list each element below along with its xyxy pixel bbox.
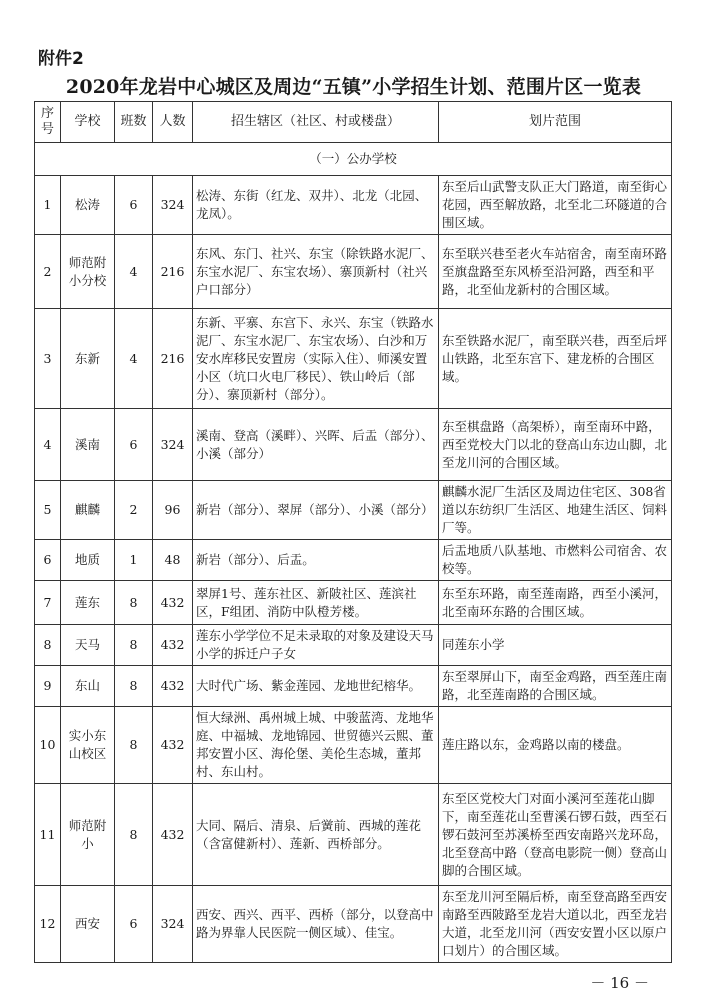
school-name: 溪南 <box>61 409 115 481</box>
class-count: 8 <box>115 666 153 707</box>
zoning-range: 麒麟水泥厂生活区及周边住宅区、308省道以东纺织厂生活区、地建生活区、饲料厂等。 <box>439 481 672 540</box>
table-row <box>35 540 672 581</box>
class-count: 6 <box>115 886 153 963</box>
zoning-range: 东至东环路，南至莲南路，西至小溪河，北至南环东路的合围区域。 <box>439 581 672 625</box>
student-count: 432 <box>153 666 193 707</box>
row-number: 2 <box>35 235 61 309</box>
zoning-range: 东至后山武警支队正大门路道，南至街心花园，西至解放路，北至北二环隧道的合围区域。 <box>439 176 672 235</box>
zoning-range: 东至区党校大门对面小溪河至莲花山脚下，南至莲花山至曹溪石锣石鼓，西至石锣石鼓河至苏溪桥至西安南路兴龙环岛，北至登高中路（登高电影院一侧）登高山脚的合围区域。 <box>439 784 672 886</box>
enrollment-table <box>34 101 672 963</box>
enrollment-area: 大同、隔后、清泉、后黉前、西城的莲花（含富健新村）、莲新、西桥部分。 <box>193 784 439 886</box>
zoning-range: 东至龙川河至隔后桥，南至登高路至西安南路至西陂路至龙岩大道以北，西至龙岩大道，北至龙川河（西安安置小区以原户口划片）的合围区域。 <box>439 886 672 963</box>
enrollment-area: 新岩（部分）、后盂。 <box>193 540 439 581</box>
row-number: 8 <box>35 625 61 666</box>
class-count: 8 <box>115 784 153 886</box>
enrollment-area: 西安、西兴、西平、西桥（部分，以登高中路为界靠人民医院一侧区域）、佳宝。 <box>193 886 439 963</box>
header-people: 人数 <box>153 102 193 143</box>
school-name: 师范附小分校 <box>61 235 115 309</box>
enrollment-area: 溪南、登高（溪畔）、兴晖、后盂（部分）、小溪（部分） <box>193 409 439 481</box>
row-number: 9 <box>35 666 61 707</box>
class-count: 6 <box>115 176 153 235</box>
row-number: 6 <box>35 540 61 581</box>
zoning-range: 后盂地质八队基地、市燃料公司宿舍、农校等。 <box>439 540 672 581</box>
table-row <box>35 707 672 784</box>
zoning-range: 东至铁路水泥厂，南至联兴巷，西至后坪山铁路，北至东宫下、建龙桥的合围区域。 <box>439 309 672 409</box>
row-number: 10 <box>35 707 61 784</box>
section-row <box>35 143 672 176</box>
school-name: 地质 <box>61 540 115 581</box>
enrollment-area: 恒大绿洲、禹州城上城、中骏蓝湾、龙地华庭、中福城、龙地锦园、世贸德兴云熙、董邦安置小区、海伦堡、美伦生态城，董邦村、东山村。 <box>193 707 439 784</box>
table-row <box>35 784 672 886</box>
enrollment-area: 翠屏1号、莲东社区、新陂社区、莲滨社区，F组团、消防中队橙芳楼。 <box>193 581 439 625</box>
table-row <box>35 481 672 540</box>
table-row <box>35 666 672 707</box>
row-number: 12 <box>35 886 61 963</box>
row-number: 7 <box>35 581 61 625</box>
class-count: 4 <box>115 309 153 409</box>
page-number: － 16 － <box>590 974 649 992</box>
student-count: 432 <box>153 784 193 886</box>
student-count: 216 <box>153 235 193 309</box>
row-number: 4 <box>35 409 61 481</box>
row-number: 5 <box>35 481 61 540</box>
table-row <box>35 625 672 666</box>
row-number: 1 <box>35 176 61 235</box>
enrollment-area: 大时代广场、紫金莲园、龙地世纪榕华。 <box>193 666 439 707</box>
school-name: 西安 <box>61 886 115 963</box>
attachment-label: 附件2 <box>38 49 84 69</box>
table-row <box>35 409 672 481</box>
enrollment-area: 东风、东门、社兴、东宝（除铁路水泥厂、东宝水泥厂、东宝农场）、寨顶新村（社兴户口部分） <box>193 235 439 309</box>
enrollment-area: 东新、平寨、东宫下、永兴、东宝（铁路水泥厂、东宝水泥厂、东宝农场）、白沙和万安水库移民安置房（实际入住）、师溪安置小区（坑口火电厂移民）、铁山岭后（部分）、寨顶新村（部分）。 <box>193 309 439 409</box>
student-count: 432 <box>153 625 193 666</box>
row-number: 3 <box>35 309 61 409</box>
class-count: 6 <box>115 409 153 481</box>
school-name: 东新 <box>61 309 115 409</box>
table-row <box>35 581 672 625</box>
school-name: 天马 <box>61 625 115 666</box>
student-count: 324 <box>153 886 193 963</box>
table-row <box>35 309 672 409</box>
header-school: 学校 <box>61 102 115 143</box>
student-count: 432 <box>153 707 193 784</box>
school-name: 松涛 <box>61 176 115 235</box>
page-title: 2020年龙岩中心城区及周边“五镇”小学招生计划、范围片区一览表 <box>65 76 642 98</box>
class-count: 8 <box>115 581 153 625</box>
header-area: 招生辖区（社区、村或楼盘） <box>193 102 439 143</box>
student-count: 432 <box>153 581 193 625</box>
header-no: 序号 <box>35 102 61 143</box>
zoning-range: 东至翠屏山下，南至金鸡路，西至莲庄南路，北至莲南路的合围区域。 <box>439 666 672 707</box>
table-header-row <box>35 102 672 143</box>
student-count: 324 <box>153 176 193 235</box>
class-count: 8 <box>115 625 153 666</box>
table-row <box>35 235 672 309</box>
header-range: 划片范围 <box>439 102 672 143</box>
table-row <box>35 886 672 963</box>
school-name: 东山 <box>61 666 115 707</box>
school-name: 麒麟 <box>61 481 115 540</box>
student-count: 324 <box>153 409 193 481</box>
student-count: 216 <box>153 309 193 409</box>
section-title: （一）公办学校 <box>35 143 672 176</box>
table-row <box>35 176 672 235</box>
header-classes: 班数 <box>115 102 153 143</box>
class-count: 2 <box>115 481 153 540</box>
zoning-range: 同莲东小学 <box>439 625 672 666</box>
enrollment-area: 松涛、东街（红龙、双井）、北龙（北园、龙凤）。 <box>193 176 439 235</box>
class-count: 4 <box>115 235 153 309</box>
school-name: 莲东 <box>61 581 115 625</box>
school-name: 师范附小 <box>61 784 115 886</box>
student-count: 96 <box>153 481 193 540</box>
school-name: 实小东山校区 <box>61 707 115 784</box>
row-number: 11 <box>35 784 61 886</box>
enrollment-area: 莲东小学学位不足未录取的对象及建设天马小学的拆迁户子女 <box>193 625 439 666</box>
enrollment-area: 新岩（部分）、翠屏（部分）、小溪（部分） <box>193 481 439 540</box>
zoning-range: 莲庄路以东，金鸡路以南的楼盘。 <box>439 707 672 784</box>
zoning-range: 东至联兴巷至老火车站宿舍，南至南环路至旗盘路至东风桥至沿河路，西至和平路，北至仙龙新村的合围区域。 <box>439 235 672 309</box>
class-count: 1 <box>115 540 153 581</box>
student-count: 48 <box>153 540 193 581</box>
class-count: 8 <box>115 707 153 784</box>
zoning-range: 东至棋盘路（高架桥），南至南环中路，西至党校大门以北的登高山东边山脚，北至龙川河的合围区域。 <box>439 409 672 481</box>
